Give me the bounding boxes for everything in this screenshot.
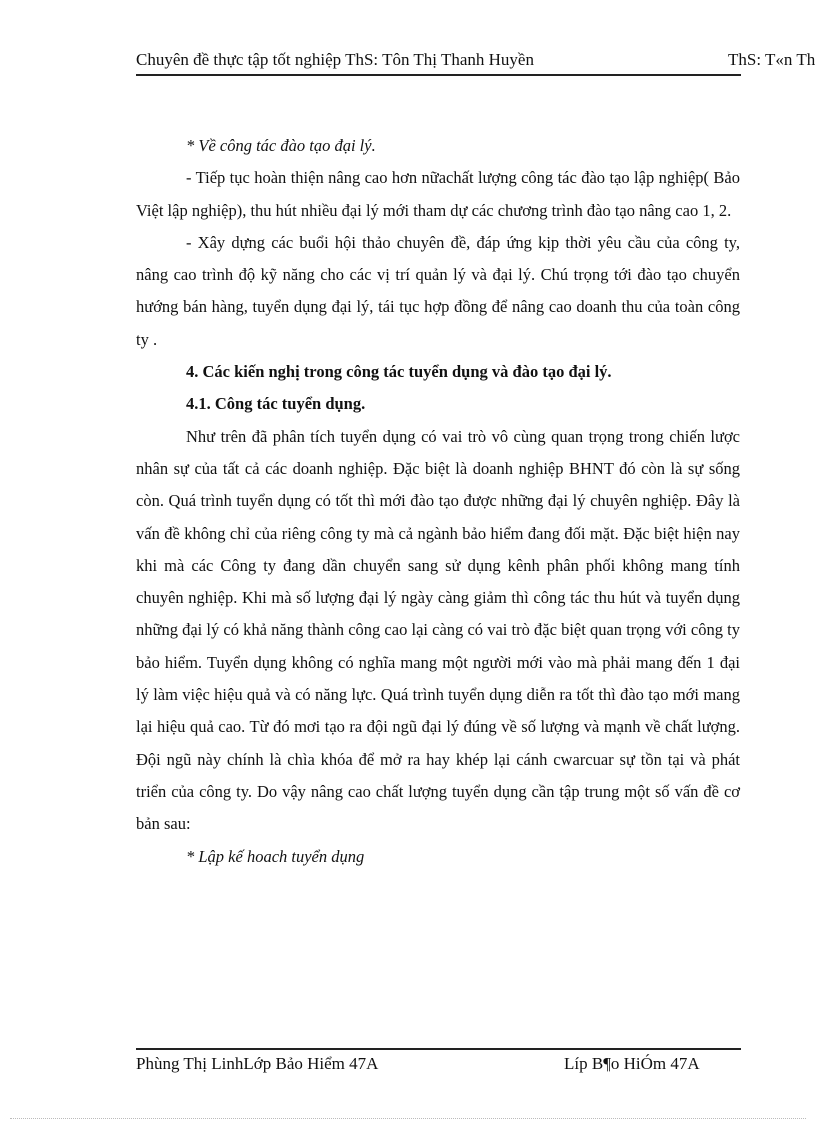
page-header <box>136 50 816 74</box>
header-divider <box>136 74 741 76</box>
paragraph-training-2: - Xây dựng các buổi hội thảo chuyên đề, đáp ứng kịp thời yêu cầu của công ty, nâng cao trình độ kỹ năng cho các vị trí quản lý và đại lý. Chú trọng tới đào tạo chuyển hướng bán hàng, tuyển dụng đại lý, tái tục hợp đồng để nâng cao doanh thu của toàn công ty . <box>136 232 740 349</box>
section-heading-recommendations: 4. Các kiến nghị trong công tác tuyển dụng và đào tạo đại lý. <box>186 362 612 382</box>
section-heading-recruitment-plan: * Lập kế hoach tuyển dụng <box>186 846 365 866</box>
paragraph-training-1: - Tiếp tục hoàn thiện nâng cao hơn nữachất lượng công tác đào tạo lập nghiệp( Bảo Việt lập nghiệp), thu hút nhiều đại lý mới tham dự các chương trình đào tạo nâng cao 1, 2. <box>136 168 740 220</box>
header-left-text: Chuyên đề thực tập tốt nghiệp ThS: Tôn Thị Thanh Huyền <box>136 50 534 69</box>
document-body <box>136 130 740 873</box>
section-heading-training: * Về công tác đào tạo đại lý. <box>186 136 376 155</box>
page-bottom-border <box>10 1118 806 1119</box>
paragraph-recruitment: Như trên đã phân tích tuyển dụng có vai trò vô cùng quan trọng trong chiến lược nhân sự của tất cả các doanh nghiệp. Đặc biệt là doanh nghiệp BHNT đó còn là sự sống còn. Quá trình tuyển dụng có tốt thì mới đào tạo được những đại lý chuyên nghiệp. Đây là vấn đề không chỉ của riêng công ty mà cả ngành bảo hiểm đang đối mặt. Đặc biệt hiện nay khi mà các Công ty đang dần chuyển sang sử dụng kênh phân phối không mang tính chuyên nghiệp. Khi mà số lượng đại lý ngày càng giảm thì công tác thu hút và tuyển dụng những đại lý có khả năng thành công cao lại càng có vai trò đặc biệt quan trọng với công ty bảo hiểm. Tuyển dụng không có nghĩa mang một người mới vào mà phải mang đến 1 đại lý làm việc hiệu quả và có năng lực. Quá trình tuyển dụng diễn ra tốt thì đào tạo mới mang lại hiệu quả cao. Từ đó mơi tạo ra đội ngũ đại lý đúng về số lượng và mạnh về chất lượng. Đội ngũ này chính là chìa khóa để mở ra hay khép lại cánh cwarcuar sự tồn tại và phát triển của công ty. Do vậy nâng cao chất lượng tuyển dụng cần tập trung một số vấn đề cơ bản sau: <box>136 426 740 834</box>
page-footer <box>136 1054 741 1078</box>
subsection-heading-recruitment: 4.1. Công tác tuyển dụng. <box>186 394 366 414</box>
footer-divider <box>136 1048 741 1050</box>
footer-left-text: Phùng Thị LinhLớp Bảo Hiểm 47A <box>136 1054 379 1073</box>
footer-right-text: Líp B¶o HiÓm 47A <box>564 1054 700 1073</box>
header-right-text: ThS: T«n Th <box>728 50 816 69</box>
